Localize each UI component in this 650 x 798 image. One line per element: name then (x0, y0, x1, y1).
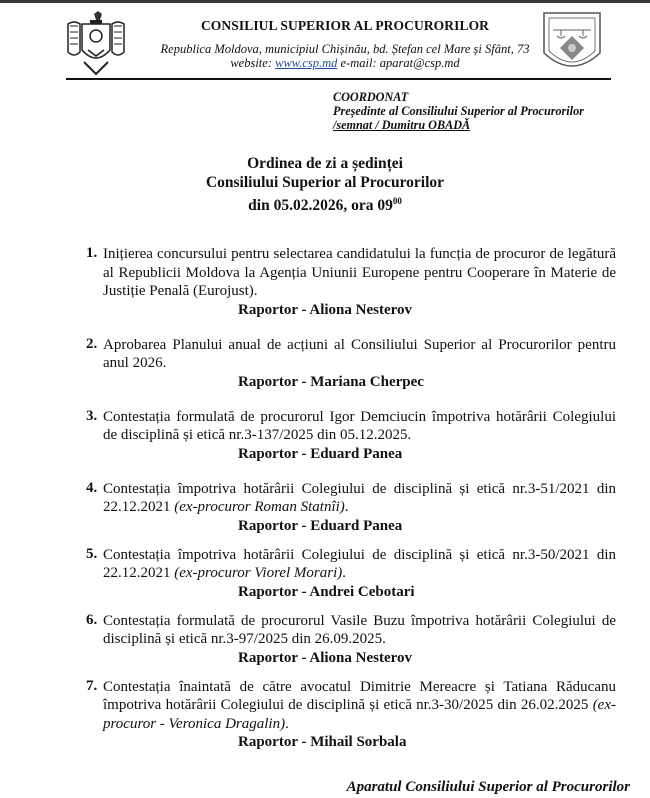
item-description: Contestația formulată de procurorul Vasile Buzu împotriva hotărârii Colegiului de disciplină și etică nr.3-97/2025 din 26.09.2025. (103, 612, 616, 647)
item-reporter: Raportor - Eduard Panea (238, 517, 403, 534)
item-text (103, 612, 616, 649)
csp-emblem-icon (541, 10, 603, 76)
moldova-coat-of-arms-icon (64, 10, 128, 78)
item-number: 6. (86, 611, 98, 628)
title-line-3 (0, 192, 650, 216)
item-text (103, 408, 616, 445)
email-label: e-mail: (340, 56, 377, 70)
item-number: 3. (86, 407, 98, 424)
approver-title: Președinte al Consiliului Superior al Procurorilor (333, 104, 584, 118)
item-text (103, 245, 616, 301)
title-line-1: Ordinea de zi a ședinței (247, 155, 403, 172)
letterhead (0, 0, 650, 90)
website-link[interactable]: www.csp.md (275, 56, 338, 70)
item-description: Contestația formulată de procurorul Igor Demciucin împotriva hotărârii Colegiului de disciplină și etică nr.3-137/2025 din 05.12.2025. (103, 408, 616, 443)
website-label: website: (230, 56, 272, 70)
item-description: Inițierea concursului pentru selectarea candidatului la funcția de procuror de legătură al Republicii Moldova la Agenția Uniunii Europene pentru Cooperare în Materie de Justiție Penală (Eurojust). (103, 246, 616, 299)
item-number: 5. (86, 545, 98, 562)
footer-signature: Aparatul Consiliului Superior al Procurorilor (346, 779, 630, 795)
item-description: Contestația împotriva hotărârii Colegiului de disciplină și etică nr.3-50/2021 din 22.12.2021 (103, 546, 616, 581)
item-reporter: Raportor - Eduard Panea (238, 445, 403, 462)
agenda-list (86, 245, 616, 752)
meeting-time-minutes: 00 (392, 196, 402, 206)
agenda-item (86, 546, 616, 602)
agenda-item (86, 336, 616, 392)
document-title (0, 155, 650, 216)
item-reporter: Raportor - Mariana Cherpec (238, 373, 424, 390)
item-description: Contestația împotriva hotărârii Colegiului de disciplină și etică nr.3-51/2021 din 22.12.2021 (103, 480, 616, 515)
header-separator (66, 78, 611, 80)
contact-line (140, 56, 550, 70)
item-description: Contestația înaintată de către avocatul Dimitrie Mereacre și Tatiana Răducanu împotriva hotărârii Colegiului de disciplină și etică nr.3-30/2025 din 26.02.2025 (103, 678, 616, 713)
item-number: 7. (86, 677, 98, 694)
item-punctuation: . (342, 565, 347, 581)
title-line-2: Consiliului Superior al Procurorilor (205, 173, 445, 191)
item-text (103, 678, 616, 734)
agenda-item (86, 612, 616, 668)
item-reporter: Raportor - Mihail Sorbala (238, 734, 407, 750)
item-punctuation: . (285, 715, 289, 732)
item-description: Aprobarea Planului anual de acțiuni al Consiliului Superior al Procurorilor pentru anul 2026. (103, 336, 616, 371)
approval-block (333, 90, 584, 132)
agenda-item (86, 678, 616, 753)
meeting-date: din 05.02.2026, ora 09 (248, 197, 393, 214)
item-text (103, 546, 616, 583)
item-number: 1. (86, 245, 98, 261)
item-text (103, 336, 616, 373)
agenda-item (86, 480, 616, 536)
item-number: 4. (86, 479, 98, 496)
address-line: Republica Moldova, municipiul Chișinău, bd. Ștefan cel Mare și Sfânt, 73 (160, 42, 530, 56)
org-address (140, 42, 550, 70)
agenda-item (86, 408, 616, 464)
item-reporter: Raportor - Aliona Nesterov (238, 301, 413, 318)
item-subject: (ex-procuror - Veronica Dragalin) (103, 697, 616, 732)
item-reporter: Raportor - Aliona Nesterov (238, 649, 413, 666)
approval-status: COORDONAT (333, 90, 409, 104)
item-number: 2. (86, 335, 98, 352)
item-subject: (ex-procuror Viorel Morari) (174, 565, 343, 581)
email-value: aparat@csp.md (379, 56, 460, 70)
agenda-item (86, 245, 616, 320)
approver-signature: /semnat / Dumitru OBADĂ (333, 118, 471, 132)
item-reporter: Raportor - Andrei Cebotari (238, 583, 415, 600)
org-name: CONSILIUL SUPERIOR AL PROCURORILOR (200, 18, 490, 33)
item-punctuation: . (344, 499, 349, 515)
item-subject: (ex-procuror Roman Statnîi) (174, 499, 345, 515)
item-text (103, 480, 616, 517)
